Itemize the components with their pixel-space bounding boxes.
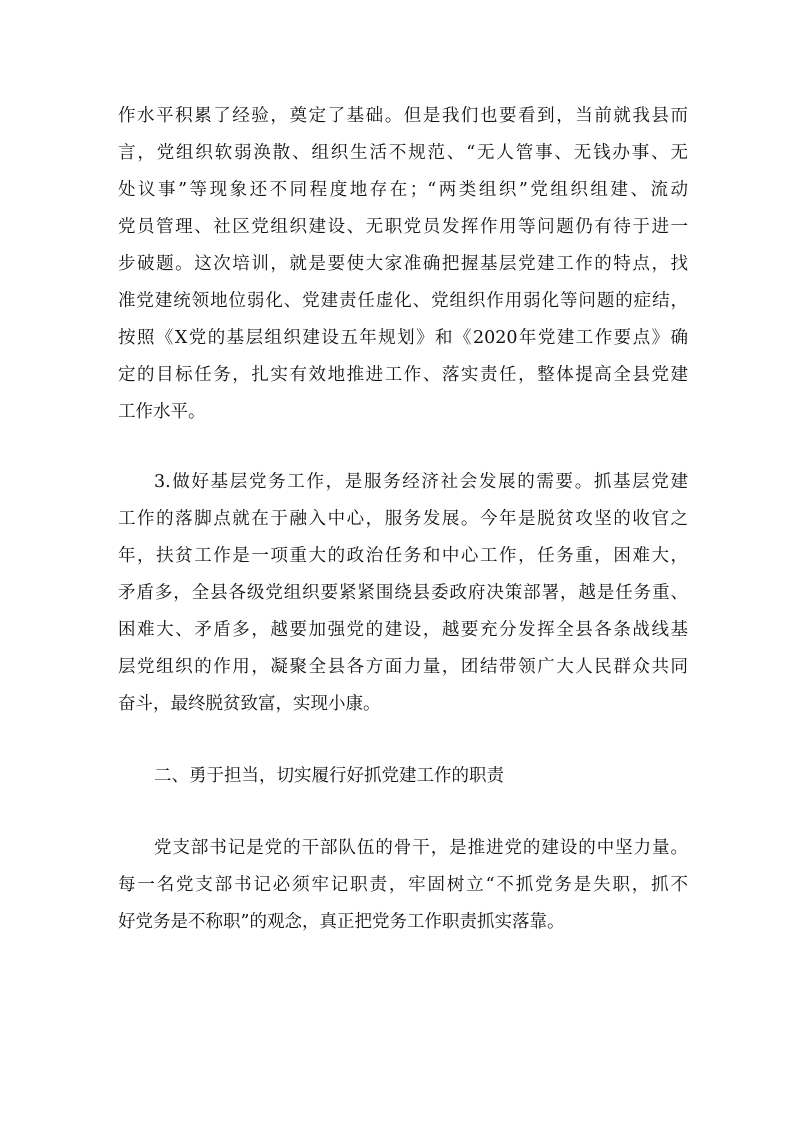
paragraph-2-line-6: 层党组织的作用，凝聚全县各方面力量，团结带领广大人民群众共同 <box>118 657 688 677</box>
paragraph-3-line-3: 好党务是不称职”的观念，真正把党务工作职责抓实落靠。 <box>118 912 565 932</box>
section-heading: 二、勇于担当，切实履行好抓党建工作的职责 <box>154 766 504 786</box>
paragraph-2-line-7: 奋斗，最终脱贫致富，实现小康。 <box>118 694 381 714</box>
paragraph-1-line-4: 党员管理、社区党组织建设、无职党员发挥作用等问题仍有待于进一 <box>118 217 688 237</box>
paragraph-2-line-1: 3.做好基层党务工作，是服务经济社会发展的需要。抓基层党建 <box>154 472 688 492</box>
paragraph-1-line-5: 步破题。这次培训，就是要使大家准确把握基层党建工作的特点，找 <box>118 254 688 274</box>
paragraph-2-line-2: 工作的落脚点就在于融入中心，服务发展。今年是脱贫攻坚的收官之 <box>118 509 688 529</box>
paragraph-3-line-1: 党支部书记是党的干部队伍的骨干，是推进党的建设的中坚力量。 <box>154 838 688 858</box>
paragraph-2-line-3: 年，扶贫工作是一项重大的政治任务和中心工作，任务重，困难大， <box>118 546 688 566</box>
paragraph-1-line-1: 作水平积累了经验，奠定了基础。但是我们也要看到，当前就我县而 <box>118 106 688 126</box>
paragraph-1-line-9: 工作水平。 <box>118 402 206 422</box>
paragraph-1-line-3: 处议事”等现象还不同程度地存在；“两类组织”党组织组建、流动 <box>118 180 688 200</box>
paragraph-1-line-2: 言，党组织软弱涣散、组织生活不规范、“无人管事、无钱办事、无 <box>118 143 688 163</box>
paragraph-1-line-7: 按照《X党的基层组织建设五年规划》和《2020年党建工作要点》确 <box>118 328 688 348</box>
paragraph-1-line-6: 准党建统领地位弱化、党建责任虚化、党组织作用弱化等问题的症结， <box>118 291 688 311</box>
paragraph-2-line-5: 困难大、矛盾多，越要加强党的建设，越要充分发挥全县各条战线基 <box>118 620 688 640</box>
paragraph-3-line-2: 每一名党支部书记必须牢记职责，牢固树立“不抓党务是失职，抓不 <box>118 875 688 895</box>
paragraph-1-line-8: 定的目标任务，扎实有效地推进工作、落实责任，整体提高全县党建 <box>118 365 688 385</box>
paragraph-2-line-4: 矛盾多，全县各级党组织要紧紧围绕县委政府决策部署，越是任务重、 <box>118 583 688 603</box>
